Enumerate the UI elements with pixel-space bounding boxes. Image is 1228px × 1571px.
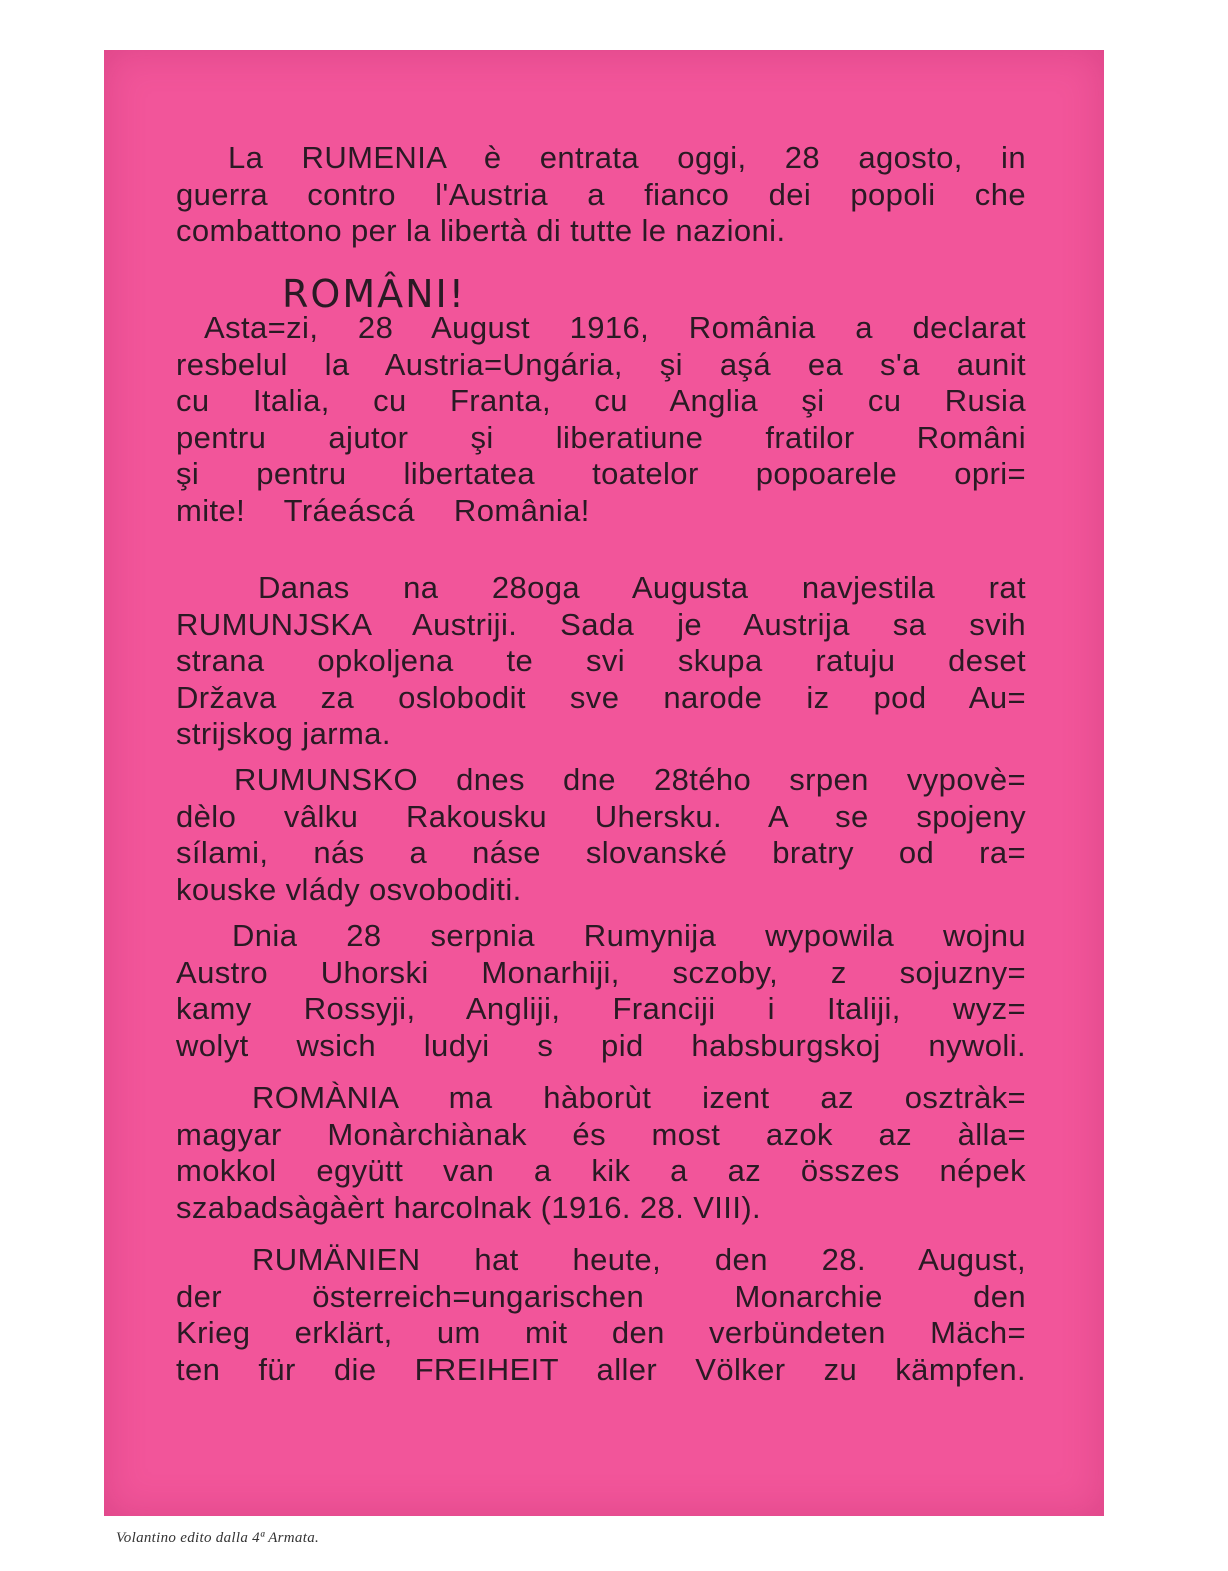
propaganda-leaflet bbox=[104, 50, 1104, 1516]
text-line: ten für die FREIHEIT aller Völker zu kämpfen. bbox=[176, 1351, 1026, 1387]
text-line: RUMUNJSKA Austriji. Sada je Austrija sa svih bbox=[176, 606, 1026, 642]
text-line: Dnia 28 serpnia Rumynija wypowila wojnu bbox=[232, 918, 1026, 953]
text-line: wolyt wsich ludyi s pid habsburgskoj nywoli. bbox=[176, 1027, 1026, 1063]
text-line: RUMUNSKO dnes dne 28tého srpen vypovè= bbox=[234, 762, 1026, 797]
text-line: strana opkoljena te svi skupa ratuju deset bbox=[176, 643, 1026, 678]
text-line: combattono per la libertà di tutte le nazioni. bbox=[176, 213, 786, 248]
text-line: Krieg erklärt, um mit den verbündeten Mäch= bbox=[176, 1315, 1026, 1350]
text-line: RUMÄNIEN hat heute, den 28. August, bbox=[252, 1242, 1026, 1277]
text-line: szabadsàgàèrt harcolnak (1916. 28. VIII). bbox=[176, 1189, 762, 1225]
paragraph-italian bbox=[176, 140, 1026, 250]
text-line: dèlo vâlku Rakousku Uhersku. A se spojeny bbox=[176, 798, 1026, 834]
text-line: der österreich=ungarischen Monarchie den bbox=[176, 1278, 1026, 1314]
paragraph-ruthenian bbox=[176, 918, 1026, 1064]
figure-caption: Volantino edito dalla 4ª Armata. bbox=[116, 1530, 320, 1546]
text-line: Državа za oslobodit sve narode iz pod Au= bbox=[176, 679, 1026, 715]
text-line: Asta=zi, 28 August 1916, România a declarat bbox=[204, 310, 1026, 345]
paragraph-croatian bbox=[176, 570, 1026, 753]
text-line: guerra contro l'Austria a fianco dei popoli che bbox=[176, 176, 1026, 212]
text-line: Danas na 28oga Augusta navjestila rat bbox=[258, 570, 1026, 605]
text-line: pentru ajutor şi liberatiune fratilor Români bbox=[176, 419, 1026, 455]
paragraph-romanian bbox=[176, 310, 1026, 529]
text-line: resbelul la Austria=Ungária, şi aşá ea s'a aunit bbox=[176, 346, 1026, 382]
text-line: sílami, nás a náse slovanské bratry od ra= bbox=[176, 835, 1026, 870]
text-line: cu Italia, cu Franta, cu Anglia şi cu Rusia bbox=[176, 383, 1026, 418]
text-line: Austro Uhorski Monarhiji, sczoby, z sojuzny= bbox=[176, 954, 1026, 990]
text-line: strijskog jarma. bbox=[176, 716, 391, 751]
text-line: ROMÀNIA ma hàborùt izent az osztràk= bbox=[252, 1080, 1026, 1115]
paragraph-german bbox=[176, 1242, 1026, 1388]
text-line: kamy Rossyji, Angliji, Franciji i Italiji, wyz= bbox=[176, 991, 1026, 1026]
paragraph-hungarian bbox=[176, 1080, 1026, 1226]
text-line: mite! Tráeáscá România! bbox=[176, 492, 590, 528]
text-line: magyar Monàrchiànak és most azok az àlla= bbox=[176, 1116, 1026, 1152]
text-line: La RUMENIA è entrata oggi, 28 agosto, in bbox=[228, 140, 1026, 175]
text-line: şi pentru libertatea toatelor popoarele opri= bbox=[176, 456, 1026, 491]
text-line: mokkol együtt van a kik a az összes népek bbox=[176, 1153, 1026, 1188]
paragraph-czech bbox=[176, 762, 1026, 908]
text-line: kouske vlády osvoboditi. bbox=[176, 871, 522, 907]
heading-romani: ROMÂNI! bbox=[282, 272, 466, 316]
